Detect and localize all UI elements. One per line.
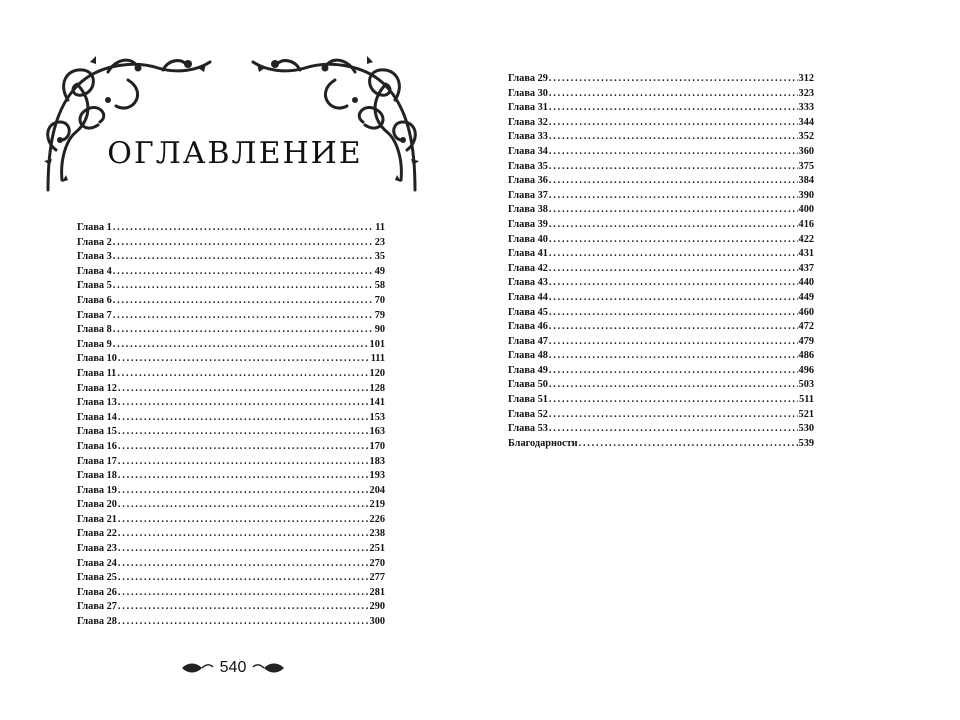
toc-entry-page: 193 xyxy=(369,470,385,482)
toc-leader-dots xyxy=(549,320,798,335)
toc-entry-label: Глава 50 xyxy=(508,379,548,391)
toc-entry xyxy=(508,291,814,306)
toc-entry xyxy=(77,425,385,440)
toc-entry-page: 521 xyxy=(798,408,814,420)
toc-leader-dots xyxy=(118,557,369,572)
toc-entry-label: Глава 45 xyxy=(508,306,548,318)
toc-entry-page: 23 xyxy=(374,236,385,248)
toc-entry-page: 219 xyxy=(369,499,385,511)
toc-leader-dots xyxy=(113,323,374,338)
toc-entry xyxy=(508,306,814,321)
toc-entry-label: Глава 34 xyxy=(508,145,548,157)
toc-entry xyxy=(77,498,385,513)
toc-leader-dots xyxy=(118,586,369,601)
page-footer xyxy=(178,658,288,678)
toc-entry-label: Глава 43 xyxy=(508,277,548,289)
toc-entry-label: Глава 11 xyxy=(77,367,117,379)
toc-entry xyxy=(508,349,814,364)
toc-entry xyxy=(77,279,385,294)
toc-leader-dots xyxy=(549,233,798,248)
toc-entry xyxy=(77,250,385,265)
toc-entry xyxy=(77,396,385,411)
toc-entry xyxy=(77,615,385,630)
toc-entry-label: Глава 46 xyxy=(508,321,548,333)
toc-leader-dots xyxy=(113,221,375,236)
toc-entry-label: Глава 29 xyxy=(508,73,548,84)
toc-entry-label: Глава 2 xyxy=(77,236,112,248)
toc-entry-label: Глава 51 xyxy=(508,394,548,406)
toc-leader-dots xyxy=(579,437,798,452)
toc-entry-page: 431 xyxy=(798,248,814,260)
toc-leader-dots xyxy=(549,145,798,160)
toc-entry xyxy=(77,236,385,251)
toc-leader-dots xyxy=(118,542,369,557)
toc-entry xyxy=(508,101,814,116)
toc-entry-label: Глава 31 xyxy=(508,102,548,114)
toc-entry-page: 58 xyxy=(374,280,385,292)
toc-entry-page: 360 xyxy=(798,145,814,157)
toc-entry-page: 270 xyxy=(369,557,385,569)
toc-entry-page: 416 xyxy=(798,218,814,230)
toc-entry xyxy=(508,262,814,277)
toc-entry-page: 277 xyxy=(369,572,385,584)
toc-leader-dots xyxy=(549,160,798,175)
toc-entry-page: 312 xyxy=(798,73,814,84)
toc-entry-label: Глава 47 xyxy=(508,335,548,347)
toc-entry xyxy=(508,335,814,350)
toc-leader-dots xyxy=(118,513,369,528)
toc-leader-dots xyxy=(118,440,369,455)
toc-leader-dots xyxy=(113,294,374,309)
toc-entry-page: 11 xyxy=(375,222,385,233)
toc-entry-page: 79 xyxy=(374,309,385,321)
toc-entry xyxy=(508,87,814,102)
toc-entry-page: 204 xyxy=(369,484,385,496)
toc-leader-dots xyxy=(549,393,798,408)
toc-entry xyxy=(508,393,814,408)
toc-leader-dots xyxy=(118,382,369,397)
toc-entry-label: Глава 18 xyxy=(77,470,117,482)
toc-entry xyxy=(77,586,385,601)
toc-entry xyxy=(508,378,814,393)
toc-entry-page: 300 xyxy=(369,616,385,628)
toc-entry xyxy=(508,408,814,423)
right-page xyxy=(480,0,960,720)
toc-entry-label: Глава 9 xyxy=(77,338,112,350)
toc-entry xyxy=(77,411,385,426)
toc-entry xyxy=(77,221,385,236)
toc-entry-label: Глава 19 xyxy=(77,484,117,496)
toc-entry xyxy=(508,160,814,175)
toc-entry-label: Глава 3 xyxy=(77,251,112,263)
toc-entry xyxy=(508,247,814,262)
toc-leader-dots xyxy=(118,352,370,367)
toc-entry-page: 422 xyxy=(798,233,814,245)
toc-entry xyxy=(77,571,385,586)
toc-entry-page: 384 xyxy=(798,175,814,187)
toc-leader-dots xyxy=(549,87,798,102)
toc-entry-page: 344 xyxy=(798,116,814,128)
toc-entry xyxy=(77,513,385,528)
toc-entry xyxy=(508,437,814,452)
toc-entry-label: Глава 28 xyxy=(77,616,117,628)
toc-entry xyxy=(77,352,385,367)
toc-entry-label: Глава 35 xyxy=(508,160,548,172)
toc-entry xyxy=(508,72,814,87)
toc-entry-page: 460 xyxy=(798,306,814,318)
toc-entry-label: Глава 20 xyxy=(77,499,117,511)
toc-entry-label: Благодарности xyxy=(508,437,578,449)
toc-entry xyxy=(508,233,814,248)
toc-leader-dots xyxy=(118,498,369,513)
toc-leader-dots xyxy=(118,425,369,440)
toc-entry-page: 35 xyxy=(374,251,385,263)
toc-entry xyxy=(508,276,814,291)
leaf-flourish-icon xyxy=(252,661,286,675)
toc-entry-label: Глава 37 xyxy=(508,189,548,201)
toc-leader-dots xyxy=(549,72,798,87)
toc-entry xyxy=(508,203,814,218)
toc-leader-dots xyxy=(118,411,369,426)
toc-entry xyxy=(77,309,385,324)
toc-entry-label: Глава 53 xyxy=(508,423,548,435)
toc-entry-page: 323 xyxy=(798,87,814,99)
toc-entry-page: 437 xyxy=(798,262,814,274)
toc-leader-dots xyxy=(118,469,369,484)
toc-entry-label: Глава 41 xyxy=(508,248,548,260)
toc-leader-dots xyxy=(549,130,798,145)
toc-entry xyxy=(508,116,814,131)
toc-leader-dots xyxy=(549,101,798,116)
toc-entry xyxy=(77,338,385,353)
toc-entry-page: 49 xyxy=(374,265,385,277)
toc-entry-label: Глава 22 xyxy=(77,528,117,540)
toc-list-left xyxy=(77,221,385,630)
toc-leader-dots xyxy=(118,615,369,630)
toc-entry-label: Глава 30 xyxy=(508,87,548,99)
toc-leader-dots xyxy=(113,265,374,280)
toc-entry xyxy=(77,382,385,397)
toc-entry-label: Глава 24 xyxy=(77,557,117,569)
toc-entry xyxy=(508,320,814,335)
toc-entry xyxy=(77,265,385,280)
toc-entry-page: 141 xyxy=(369,397,385,409)
toc-entry-page: 449 xyxy=(798,291,814,303)
toc-entry-label: Глава 48 xyxy=(508,350,548,362)
toc-entry xyxy=(508,364,814,379)
toc-leader-dots xyxy=(113,338,369,353)
toc-entry xyxy=(508,422,814,437)
toc-entry-page: 333 xyxy=(798,102,814,114)
toc-entry-page: 183 xyxy=(369,455,385,467)
leaf-flourish-icon xyxy=(180,661,214,675)
toc-entry-page: 390 xyxy=(798,189,814,201)
toc-entry-label: Глава 21 xyxy=(77,513,117,525)
toc-entry-page: 479 xyxy=(798,335,814,347)
toc-leader-dots xyxy=(549,349,798,364)
toc-entry-page: 128 xyxy=(369,382,385,394)
toc-entry-page: 120 xyxy=(369,367,385,379)
vine-corner-ornament-right xyxy=(245,40,425,200)
toc-entry xyxy=(77,455,385,470)
toc-entry-page: 163 xyxy=(369,426,385,438)
toc-entry-page: 153 xyxy=(369,411,385,423)
toc-entry xyxy=(77,527,385,542)
toc-entry-page: 290 xyxy=(369,601,385,613)
toc-leader-dots xyxy=(549,116,798,131)
toc-leader-dots xyxy=(549,306,798,321)
toc-entry-label: Глава 7 xyxy=(77,309,112,321)
toc-entry-label: Глава 39 xyxy=(508,218,548,230)
toc-entry-page: 472 xyxy=(798,321,814,333)
toc-entry xyxy=(508,130,814,145)
toc-entry-page: 90 xyxy=(374,324,385,336)
toc-entry-label: Глава 27 xyxy=(77,601,117,613)
toc-entry-label: Глава 6 xyxy=(77,294,112,306)
toc-entry-page: 511 xyxy=(799,394,814,406)
toc-entry-page: 238 xyxy=(369,528,385,540)
toc-entry-label: Глава 16 xyxy=(77,440,117,452)
toc-leader-dots xyxy=(549,335,798,350)
toc-entry-label: Глава 5 xyxy=(77,280,112,292)
toc-entry-label: Глава 15 xyxy=(77,426,117,438)
toc-entry-label: Глава 17 xyxy=(77,455,117,467)
toc-leader-dots xyxy=(118,455,369,470)
page-title: ОГЛАВЛЕНИЕ xyxy=(107,136,363,171)
toc-entry-page: 400 xyxy=(798,204,814,216)
toc-entry xyxy=(508,189,814,204)
toc-entry xyxy=(77,440,385,455)
toc-entry xyxy=(508,174,814,189)
toc-entry xyxy=(77,323,385,338)
toc-entry-label: Глава 42 xyxy=(508,262,548,274)
toc-entry-page: 375 xyxy=(798,160,814,172)
toc-entry-page: 281 xyxy=(369,586,385,598)
toc-entry xyxy=(77,294,385,309)
toc-entry-page: 170 xyxy=(369,440,385,452)
toc-entry-label: Глава 23 xyxy=(77,543,117,555)
toc-entry-page: 503 xyxy=(798,379,814,391)
toc-leader-dots xyxy=(117,367,368,382)
toc-entry-label: Глава 10 xyxy=(77,353,117,365)
toc-entry-page: 70 xyxy=(374,294,385,306)
toc-entry-label: Глава 25 xyxy=(77,572,117,584)
toc-entry-label: Глава 12 xyxy=(77,382,117,394)
toc-entry xyxy=(77,367,385,382)
toc-entry xyxy=(508,145,814,160)
toc-entry-label: Глава 14 xyxy=(77,411,117,423)
toc-leader-dots xyxy=(113,236,374,251)
toc-leader-dots xyxy=(118,571,369,586)
toc-entry xyxy=(77,600,385,615)
toc-entry-label: Глава 44 xyxy=(508,291,548,303)
toc-leader-dots xyxy=(549,291,798,306)
toc-leader-dots xyxy=(113,250,374,265)
toc-entry xyxy=(77,557,385,572)
toc-entry xyxy=(77,469,385,484)
toc-leader-dots xyxy=(549,262,798,277)
toc-entry-label: Глава 49 xyxy=(508,364,548,376)
toc-entry-label: Глава 33 xyxy=(508,131,548,143)
toc-leader-dots xyxy=(549,203,798,218)
toc-list-right xyxy=(508,72,814,451)
toc-entry xyxy=(508,218,814,233)
toc-entry-label: Глава 38 xyxy=(508,204,548,216)
toc-entry xyxy=(77,542,385,557)
toc-leader-dots xyxy=(549,276,798,291)
toc-leader-dots xyxy=(549,247,798,262)
toc-entry-label: Глава 4 xyxy=(77,265,112,277)
toc-leader-dots xyxy=(118,396,369,411)
toc-leader-dots xyxy=(549,218,798,233)
toc-leader-dots xyxy=(549,378,798,393)
toc-entry-page: 539 xyxy=(798,437,814,449)
toc-leader-dots xyxy=(549,422,798,437)
toc-leader-dots xyxy=(549,364,798,379)
toc-entry-label: Глава 32 xyxy=(508,116,548,128)
toc-entry-label: Глава 1 xyxy=(77,222,112,233)
page-number: 540 xyxy=(219,659,247,676)
toc-entry-label: Глава 40 xyxy=(508,233,548,245)
toc-entry-page: 226 xyxy=(369,513,385,525)
toc-entry-label: Глава 36 xyxy=(508,175,548,187)
toc-entry-label: Глава 26 xyxy=(77,586,117,598)
toc-leader-dots xyxy=(118,484,369,499)
toc-entry-page: 486 xyxy=(798,350,814,362)
toc-leader-dots xyxy=(118,600,369,615)
toc-leader-dots xyxy=(549,189,798,204)
toc-entry-page: 530 xyxy=(798,423,814,435)
toc-leader-dots xyxy=(118,527,369,542)
toc-entry-page: 111 xyxy=(370,353,385,365)
toc-entry-page: 496 xyxy=(798,364,814,376)
toc-entry-page: 440 xyxy=(798,277,814,289)
toc-entry-page: 352 xyxy=(798,131,814,143)
toc-entry-page: 251 xyxy=(369,543,385,555)
toc-entry-label: Глава 8 xyxy=(77,324,112,336)
toc-leader-dots xyxy=(549,408,798,423)
toc-entry-label: Глава 13 xyxy=(77,397,117,409)
toc-entry-page: 101 xyxy=(369,338,385,350)
vine-corner-ornament-left xyxy=(38,40,218,200)
toc-entry-label: Глава 52 xyxy=(508,408,548,420)
toc-leader-dots xyxy=(549,174,798,189)
toc-entry xyxy=(77,484,385,499)
toc-leader-dots xyxy=(113,309,374,324)
toc-leader-dots xyxy=(113,279,374,294)
